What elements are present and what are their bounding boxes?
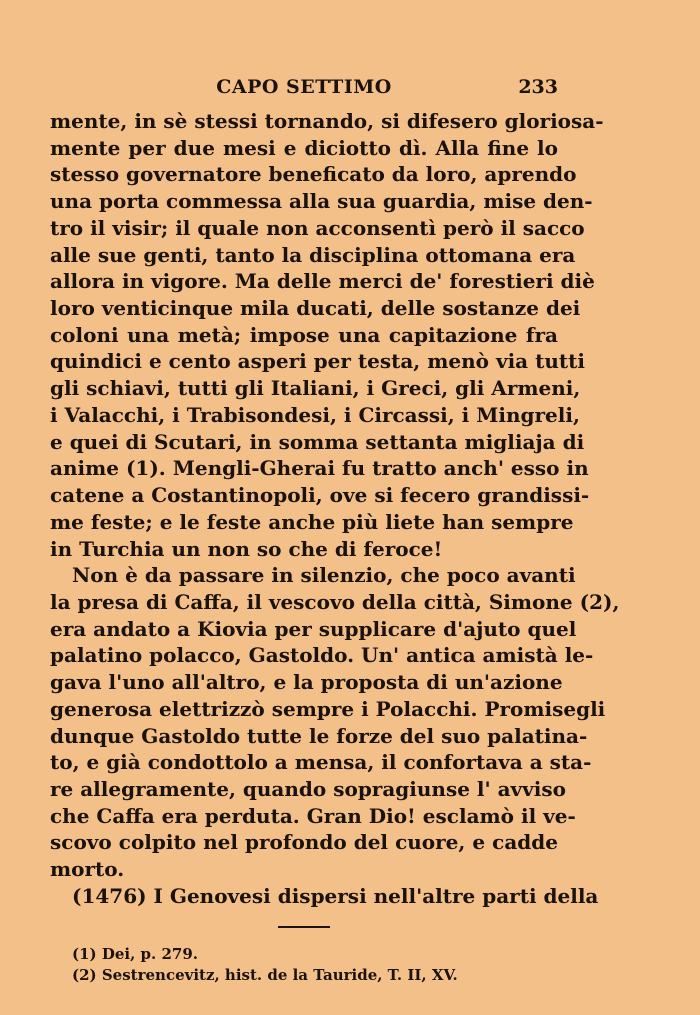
page-header bbox=[50, 76, 558, 100]
footnote-1: (1) Dei, p. 279. bbox=[72, 945, 199, 963]
text-line: me feste; e le feste anche più liete han sempre bbox=[50, 509, 574, 534]
text-line: alle sue genti, tanto la disciplina ottomana era bbox=[50, 242, 576, 267]
text-line: anime (1). Mengli-Gherai fu tratto anch' esso in bbox=[50, 456, 589, 481]
text-line: in Turchia un non so che di feroce! bbox=[50, 536, 443, 561]
text-line: coloni una metà; impose una capitazione fra bbox=[50, 322, 558, 347]
paragraph-start-line: Non è da passare in silenzio, che poco avanti bbox=[72, 563, 576, 588]
text-line: la presa di Caffa, il vescovo della città, Simone (2), bbox=[50, 589, 620, 614]
text-line: scovo colpito nel profondo del cuore, e cadde bbox=[50, 830, 558, 855]
text-line: to, e già condottolo a mensa, il confortava a sta- bbox=[50, 750, 592, 775]
text-line: morto. bbox=[50, 857, 125, 882]
text-line: mente, in sè stessi tornando, si difesero gloriosa- bbox=[50, 109, 604, 133]
text-line: palatino polacco, Gastoldo. Un' antica amistà le- bbox=[50, 643, 594, 668]
text-line: quindici e cento asperi per testa, menò via tutti bbox=[50, 349, 585, 374]
footnote-2: (2) Sestrencevitz, hist. de la Tauride, T. II, XV. bbox=[72, 966, 458, 984]
footnotes bbox=[72, 944, 558, 986]
text-line: loro venticinque mila ducati, delle sostanze dei bbox=[50, 296, 581, 321]
text-line: dunque Gastoldo tutte le forze del suo palatina- bbox=[50, 723, 588, 748]
text-line: una porta commessa alla sua guardia, mise den- bbox=[50, 189, 593, 214]
text-line: e quei di Scutari, in somma settanta migliaja di bbox=[50, 429, 585, 454]
paragraph-start-line: (1476) I Genovesi dispersi nell'altre parti della bbox=[72, 883, 599, 908]
text-line: mente per due mesi e diciotto dì. Alla fine lo bbox=[50, 135, 558, 160]
page-number: 233 bbox=[518, 76, 558, 98]
text-line: re allegramente, quando sopragiunse l' avviso bbox=[50, 776, 566, 801]
running-head: CAPO SETTIMO bbox=[216, 76, 392, 98]
text-line: che Caffa era perduta. Gran Dio! esclamò il ve- bbox=[50, 803, 576, 828]
text-line: catene a Costantinopoli, ove si fecero grandissi- bbox=[50, 483, 590, 508]
footnote-rule bbox=[278, 926, 330, 928]
text-line: generosa elettrizzò sempre i Polacchi. Promisegli bbox=[50, 696, 606, 721]
text-line: gli schiavi, tutti gli Italiani, i Greci, gli Armeni, bbox=[50, 376, 581, 401]
text-line: gava l'uno all'altro, e la proposta di un'azione bbox=[50, 670, 563, 695]
text-line: i Valacchi, i Trabisondesi, i Circassi, i Mingreli, bbox=[50, 402, 580, 427]
text-line: allora in vigore. Ma delle merci de' forestieri diè bbox=[50, 269, 595, 294]
text-line: tro il visir; il quale non acconsentì però il sacco bbox=[50, 215, 585, 240]
body-text bbox=[50, 108, 620, 910]
text-line: stesso governatore beneficato da loro, aprendo bbox=[50, 162, 577, 187]
text-line: era andato a Kiovia per supplicare d'ajuto quel bbox=[50, 616, 577, 641]
